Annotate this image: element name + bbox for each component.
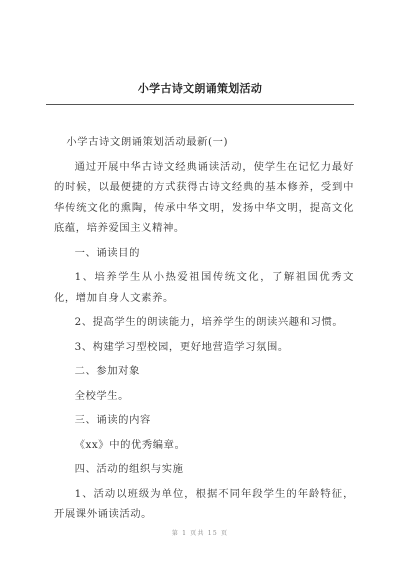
document-body <box>54 132 354 529</box>
page-number-footer: 第 1 页共 15 页 <box>171 530 229 537</box>
intro-paragraph: 通过开展中华古诗文经典诵读活动，使学生在记忆力最好的时候，以最便捷的方式获得古诗文经典的基本修养，受到中华传统文化的熏陶，传承中华文明，发扬中华文明，提高文化底蕴，培养爱国主义精神。 <box>54 160 354 234</box>
organization-item-1: 1、活动以班级为单位，根据不同年段学生的年龄特征，开展课外诵读活动。 <box>54 487 354 520</box>
heading-content: 三、诵读的内容 <box>74 414 151 426</box>
heading-participants: 二、参加对象 <box>74 365 140 377</box>
purpose-item-1: 1、培养学生从小热爱祖国传统文化，了解祖国优秀文化，增加自身人文素养。 <box>54 271 354 304</box>
purpose-item-3: 3、构建学习型校园，更好地营造学习氛围。 <box>74 340 289 353</box>
document-title: 小学古诗文朗诵策划活动 <box>137 82 263 95</box>
purpose-item-2: 2、提高学生的朗读能力，培养学生的朗读兴趣和习惯。 <box>74 316 344 328</box>
heading-organization: 四、活动的组织与实施 <box>74 463 184 475</box>
section-heading: 小学古诗文朗诵策划活动最新(一) <box>66 136 229 148</box>
title-divider <box>46 104 354 105</box>
participants-text: 全校学生。 <box>74 389 130 402</box>
heading-purpose: 一、诵读目的 <box>74 246 140 259</box>
content-text: 《xx》中的优秀编章。 <box>74 438 186 451</box>
